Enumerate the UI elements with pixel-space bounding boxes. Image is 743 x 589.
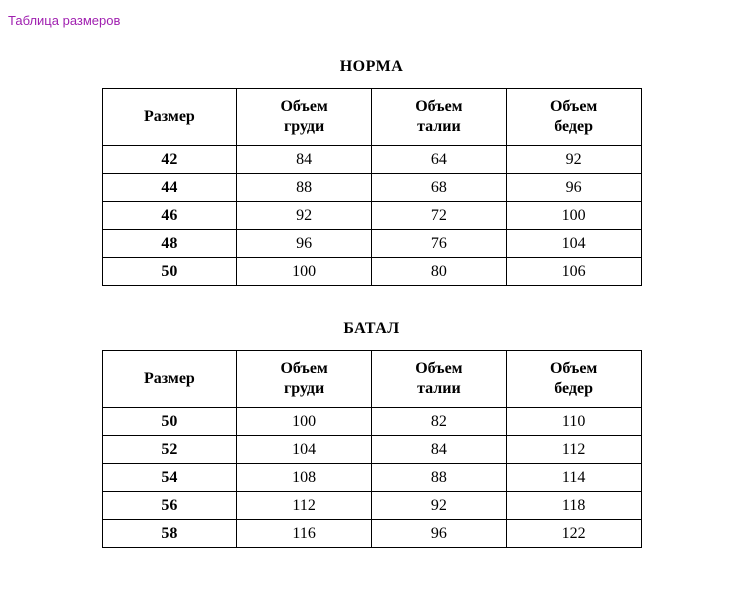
table-row xyxy=(102,202,641,230)
table-row xyxy=(102,258,641,286)
cell-size: 50 xyxy=(102,408,237,436)
table-header-row xyxy=(102,89,641,146)
cell-size: 56 xyxy=(102,492,237,520)
table-row xyxy=(102,230,641,258)
column-header-bust xyxy=(237,351,372,408)
cell-hips: 96 xyxy=(506,174,641,202)
column-header-line2: талии xyxy=(417,380,461,398)
table-header-row xyxy=(102,351,641,408)
cell-waist: 96 xyxy=(372,520,507,548)
cell-waist: 82 xyxy=(372,408,507,436)
table-title-batal: БАТАЛ xyxy=(343,320,400,338)
table-header-batal xyxy=(102,351,641,408)
table-header-norma xyxy=(102,89,641,146)
cell-size: 58 xyxy=(102,520,237,548)
cell-hips: 118 xyxy=(506,492,641,520)
cell-bust: 96 xyxy=(237,230,372,258)
cell-bust: 108 xyxy=(237,464,372,492)
table-row xyxy=(102,464,641,492)
column-header-size xyxy=(102,89,237,146)
column-header-bust xyxy=(237,89,372,146)
cell-bust: 112 xyxy=(237,492,372,520)
cell-size: 46 xyxy=(102,202,237,230)
table-row xyxy=(102,174,641,202)
cell-size: 54 xyxy=(102,464,237,492)
cell-waist: 64 xyxy=(372,146,507,174)
cell-hips: 114 xyxy=(506,464,641,492)
cell-bust: 104 xyxy=(237,436,372,464)
size-table-batal-block xyxy=(0,286,743,562)
column-header-line1: Объем xyxy=(415,360,463,378)
cell-waist: 92 xyxy=(372,492,507,520)
table-body-norma xyxy=(102,146,641,286)
cell-waist: 80 xyxy=(372,258,507,286)
column-header-line2: груди xyxy=(283,118,325,136)
cell-hips: 110 xyxy=(506,408,641,436)
column-header-line2: бедер xyxy=(554,380,594,398)
cell-waist: 76 xyxy=(372,230,507,258)
cell-hips: 104 xyxy=(506,230,641,258)
cell-waist: 72 xyxy=(372,202,507,230)
column-header-hips xyxy=(506,89,641,146)
column-header-line2: груди xyxy=(283,380,325,398)
column-header-waist xyxy=(372,351,507,408)
cell-bust: 84 xyxy=(237,146,372,174)
cell-hips: 106 xyxy=(506,258,641,286)
cell-hips: 100 xyxy=(506,202,641,230)
column-header-line1: Объем xyxy=(549,360,598,378)
cell-bust: 88 xyxy=(237,174,372,202)
table-body-batal xyxy=(102,408,641,548)
cell-bust: 92 xyxy=(237,202,372,230)
table-row xyxy=(102,408,641,436)
column-header-waist xyxy=(372,89,507,146)
table-row xyxy=(102,146,641,174)
column-header-line1: Размер xyxy=(143,370,195,388)
column-header-size xyxy=(102,351,237,408)
page-title: Таблица размеров xyxy=(8,13,121,28)
cell-bust: 100 xyxy=(237,258,372,286)
table-row xyxy=(102,436,641,464)
cell-waist: 68 xyxy=(372,174,507,202)
cell-waist: 88 xyxy=(372,464,507,492)
cell-hips: 122 xyxy=(506,520,641,548)
cell-hips: 112 xyxy=(506,436,641,464)
size-table-norma xyxy=(102,88,642,286)
cell-size: 50 xyxy=(102,258,237,286)
cell-waist: 84 xyxy=(372,436,507,464)
table-title-norma: НОРМА xyxy=(339,58,404,76)
size-table-batal xyxy=(102,350,642,548)
column-header-line1: Объем xyxy=(549,98,598,116)
column-header-hips xyxy=(506,351,641,408)
cell-size: 48 xyxy=(102,230,237,258)
column-header-line2: талии xyxy=(417,118,461,136)
cell-bust: 116 xyxy=(237,520,372,548)
column-header-line1: Объем xyxy=(415,98,463,116)
table-row xyxy=(102,520,641,548)
table-row xyxy=(102,492,641,520)
cell-size: 52 xyxy=(102,436,237,464)
cell-size: 44 xyxy=(102,174,237,202)
size-table-norma-block xyxy=(0,28,743,286)
cell-hips: 92 xyxy=(506,146,641,174)
column-header-line1: Размер xyxy=(143,108,195,126)
column-header-line1: Объем xyxy=(280,98,328,116)
column-header-line2: бедер xyxy=(554,118,594,136)
bottom-spacer xyxy=(0,548,743,562)
cell-bust: 100 xyxy=(237,408,372,436)
cell-size: 42 xyxy=(102,146,237,174)
column-header-line1: Объем xyxy=(280,360,328,378)
